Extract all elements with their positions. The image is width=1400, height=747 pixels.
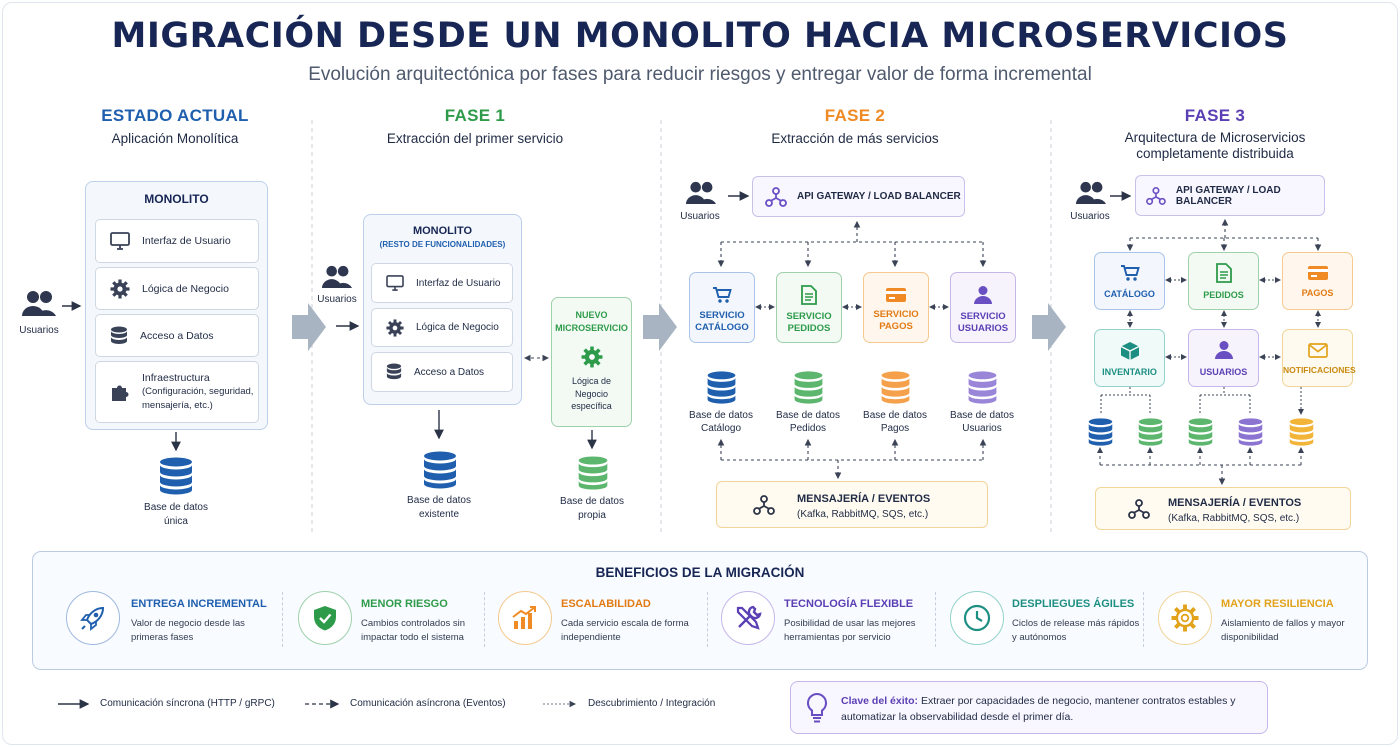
growth-chart-icon	[498, 591, 552, 645]
network-icon	[753, 495, 775, 515]
phase0-monolith-title: MONOLITO	[144, 192, 209, 206]
db-line2: Usuarios	[962, 423, 1002, 434]
phase2-tag: FASE 2	[824, 106, 886, 125]
page-title: MIGRACIÓN DESDE UN MONOLITO HACIA MICROSERVICIOS	[111, 16, 1289, 56]
svc-line1: SERVICIO	[699, 310, 745, 321]
phase1-layer-data	[371, 352, 513, 392]
db-own-label-2: propia	[578, 510, 606, 521]
db-line1: Base de datos	[950, 410, 1014, 421]
benefit-divider	[707, 592, 708, 647]
benefits-title: BENEFICIOS DE LA MIGRACIÓN	[595, 565, 805, 580]
svc-line2: PEDIDOS	[787, 323, 831, 334]
phase0-layer-ui	[95, 219, 259, 263]
phase0-subtitle: Aplicación Monolítica	[111, 131, 239, 146]
phase3-service-payments	[1282, 252, 1353, 310]
benefit-desc: Valor de negocio desde las primeras fases	[131, 618, 245, 643]
db-orders-label	[768, 409, 848, 435]
db-line1: Base de datos	[776, 410, 840, 421]
db-existing-label-1: Base de datos	[407, 495, 471, 506]
layer-label: Acceso a Datos	[140, 329, 214, 342]
phase-arrow-3	[1032, 303, 1066, 351]
phase3-users-label: Usuarios	[1070, 211, 1110, 222]
key-success-box	[790, 681, 1268, 734]
db-users-icon	[967, 371, 998, 409]
db-orders-icon	[793, 371, 824, 409]
db-line2: Catálogo	[700, 423, 742, 434]
svc-line2: PAGOS	[879, 321, 913, 332]
phase1-db-own-icon	[577, 456, 609, 495]
legend-sync: Comunicación síncrona (HTTP / gRPC)	[100, 698, 275, 709]
phase3-subtitle-2: completamente distribuida	[1136, 146, 1294, 161]
cube-icon	[1120, 341, 1140, 361]
legend-discovery: Descubrimiento / Integración	[588, 698, 716, 709]
svc-label: PAGOS	[1301, 288, 1334, 298]
network-icon	[1128, 499, 1150, 519]
db-icon	[1289, 418, 1314, 451]
phase1-monolith-title: MONOLITO	[412, 225, 473, 237]
users-icon	[322, 264, 352, 294]
benefit-title: DESPLIEGUES ÁGILES	[1012, 598, 1135, 610]
db-line2: Pagos	[880, 423, 910, 434]
phase0-layer-logic	[95, 267, 259, 310]
infra-label: Infraestructura	[142, 372, 210, 384]
layer-label: Lógica de Negocio	[142, 282, 229, 295]
db-icon	[1188, 418, 1213, 451]
key-text: Extraer por capacidades de negocio, mantener contratos estables y automatizar la observabilidad desde el primer día.	[841, 695, 1236, 723]
phase1-tag: FASE 1	[444, 106, 506, 125]
phase3-service-notifications	[1282, 329, 1356, 387]
db-icon	[1088, 418, 1113, 451]
monitor-icon	[386, 275, 404, 291]
benefit-divider	[935, 592, 936, 647]
db-line1: Base de datos	[863, 410, 927, 421]
new-ms-title	[551, 309, 632, 335]
envelope-icon	[1308, 343, 1328, 358]
database-icon	[110, 326, 128, 346]
new-ms-title-1: NUEVO	[575, 310, 608, 320]
phase2-users-label: Usuarios	[680, 211, 720, 222]
phase1-layer-ui	[371, 263, 513, 303]
new-ms-desc: Lógica de Negocio específica	[571, 376, 612, 411]
shield-icon	[298, 591, 352, 645]
svc-label: CATÁLOGO	[1104, 289, 1155, 299]
user-icon	[1215, 340, 1233, 360]
users-icon	[1076, 180, 1106, 210]
phase2-service-users	[950, 272, 1016, 343]
database-icon	[386, 363, 402, 381]
db-line2: Pedidos	[789, 423, 827, 434]
db-users-label	[942, 409, 1022, 435]
gateway-label: API GATEWAY / LOAD BALANCER	[1175, 184, 1281, 207]
cart-icon	[1120, 264, 1140, 282]
legend-async: Comunicación asíncrona (Eventos)	[350, 698, 506, 709]
document-icon	[801, 285, 817, 305]
network-icon	[1146, 186, 1166, 206]
gear-icon	[581, 346, 603, 373]
phase1-subtitle: Extracción del primer servicio	[386, 131, 564, 146]
gear-icon	[1158, 591, 1212, 645]
tools-icon	[721, 591, 775, 645]
svc-label: INVENTARIO	[1102, 367, 1157, 377]
db-catalog-icon	[706, 371, 737, 409]
benefit-title: ENTREGA INCREMENTAL	[131, 598, 267, 610]
phase3-service-users	[1188, 329, 1259, 387]
cart-icon	[712, 286, 732, 304]
phase2-service-orders	[776, 272, 842, 343]
phase3-subtitle-1: Arquitectura de Microservicios	[1124, 130, 1306, 145]
svc-line2: CATÁLOGO	[695, 322, 749, 333]
benefit-title: TECNOLOGÍA FLEXIBLE	[784, 598, 914, 610]
db-payments-icon	[880, 371, 911, 409]
clock-icon	[950, 591, 1004, 645]
phase1-monolith-subtitle: (RESTO DE FUNCIONALIDADES)	[379, 240, 506, 249]
document-icon	[1216, 263, 1232, 283]
infra-detail: (Configuración, seguridad, mensajería, etc.)	[142, 386, 254, 411]
key-label: Clave del éxito:	[841, 695, 919, 707]
phase2-api-gateway	[752, 176, 965, 217]
layer-label: Interfaz de Usuario	[416, 277, 501, 289]
phase2-service-payments	[863, 272, 929, 343]
gateway-label: API GATEWAY / LOAD BALANCER	[797, 191, 961, 202]
benefit-desc: Aislamiento de fallos y mayor disponibilidad	[1221, 618, 1345, 643]
phase1-layer-logic	[371, 308, 513, 347]
benefit-title: ESCALABILIDAD	[561, 598, 651, 610]
credit-card-icon	[1307, 265, 1329, 281]
svc-line1: SERVICIO	[786, 311, 832, 322]
messaging-subtitle: (Kafka, RabbitMQ, SQS, etc.)	[1168, 513, 1300, 524]
phase3-service-orders	[1188, 252, 1259, 310]
phase0-layer-infra	[95, 361, 259, 423]
layer-label: Acceso a Datos	[414, 366, 485, 378]
db-own-label-1: Base de datos	[560, 496, 624, 507]
messaging-title: MENSAJERÍA / EVENTOS	[797, 493, 931, 505]
phase2-subtitle: Extracción de más servicios	[771, 131, 939, 146]
db-existing-label-2: existente	[418, 509, 460, 520]
phase1-users-label: Usuarios	[317, 294, 357, 305]
benefit-divider	[1143, 592, 1144, 647]
benefit-desc: Cada servicio escala de forma independiente	[561, 618, 689, 643]
lightbulb-icon	[805, 692, 829, 724]
credit-card-icon	[885, 287, 907, 303]
phase0-db-label-1: Base de datos	[144, 502, 208, 513]
phase3-tag: FASE 3	[1184, 106, 1246, 125]
phase2-service-catalog	[689, 272, 755, 343]
benefit-desc: Posibilidad de usar las mejores herramientas por servicio	[784, 618, 916, 643]
puzzle-icon	[110, 382, 130, 402]
users-icon	[22, 289, 56, 322]
phase0-users-label: Usuarios	[19, 325, 59, 336]
phase1-db-existing-icon	[423, 451, 457, 494]
benefit-desc: Cambios controlados sin impactar todo el sistema	[361, 618, 466, 643]
svc-line1: SERVICIO	[873, 309, 919, 320]
benefit-divider	[484, 592, 485, 647]
phase0-db-label-2: única	[164, 516, 188, 527]
benefit-divider	[282, 592, 283, 647]
layer-label: Lógica de Negocio	[416, 322, 499, 333]
phase2-messaging	[716, 481, 988, 528]
layer-label: Interfaz de Usuario	[142, 235, 231, 247]
svc-label: USUARIOS	[1199, 367, 1248, 377]
svc-label: PEDIDOS	[1203, 290, 1244, 300]
user-icon	[974, 285, 992, 305]
phase3-api-gateway	[1135, 175, 1325, 216]
gear-icon	[110, 279, 130, 299]
phase0-tag: ESTADO ACTUAL	[101, 106, 249, 125]
phase0-db-icon	[159, 457, 193, 500]
db-catalog-label	[681, 409, 761, 435]
phase3-service-inventory	[1094, 329, 1165, 387]
db-payments-label	[855, 409, 935, 435]
benefit-desc: Ciclos de release más rápidos y autónomos	[1012, 618, 1140, 643]
network-icon	[765, 187, 787, 207]
phase3-service-catalog	[1094, 252, 1165, 310]
phase-arrow-1	[292, 303, 326, 351]
phase3-subtitle	[1095, 130, 1335, 162]
messaging-subtitle: (Kafka, RabbitMQ, SQS, etc.)	[797, 509, 929, 520]
db-icon	[1138, 418, 1163, 451]
db-icon	[1238, 418, 1263, 451]
page-subtitle: Evolución arquitectónica por fases para reducir riesgos y entregar valor de forma incremental	[308, 64, 1092, 85]
phase0-layer-data	[95, 314, 259, 357]
gear-icon	[386, 319, 404, 337]
phase3-messaging	[1095, 487, 1351, 530]
svc-line2: USUARIOS	[957, 323, 1009, 334]
benefit-title: MENOR RIESGO	[361, 598, 448, 610]
phase-arrow-2	[643, 303, 677, 351]
rocket-icon	[66, 591, 120, 645]
benefit-title: MAYOR RESILIENCIA	[1221, 598, 1334, 610]
svc-label: NOTIFICACIONES	[1283, 365, 1356, 375]
svc-line1: SERVICIO	[960, 311, 1006, 322]
db-line1: Base de datos	[689, 410, 753, 421]
messaging-title: MENSAJERÍA / EVENTOS	[1168, 497, 1302, 509]
new-ms-title-2: MICROSERVICIO	[555, 323, 628, 333]
monitor-icon	[110, 232, 130, 250]
users-icon	[686, 180, 716, 210]
